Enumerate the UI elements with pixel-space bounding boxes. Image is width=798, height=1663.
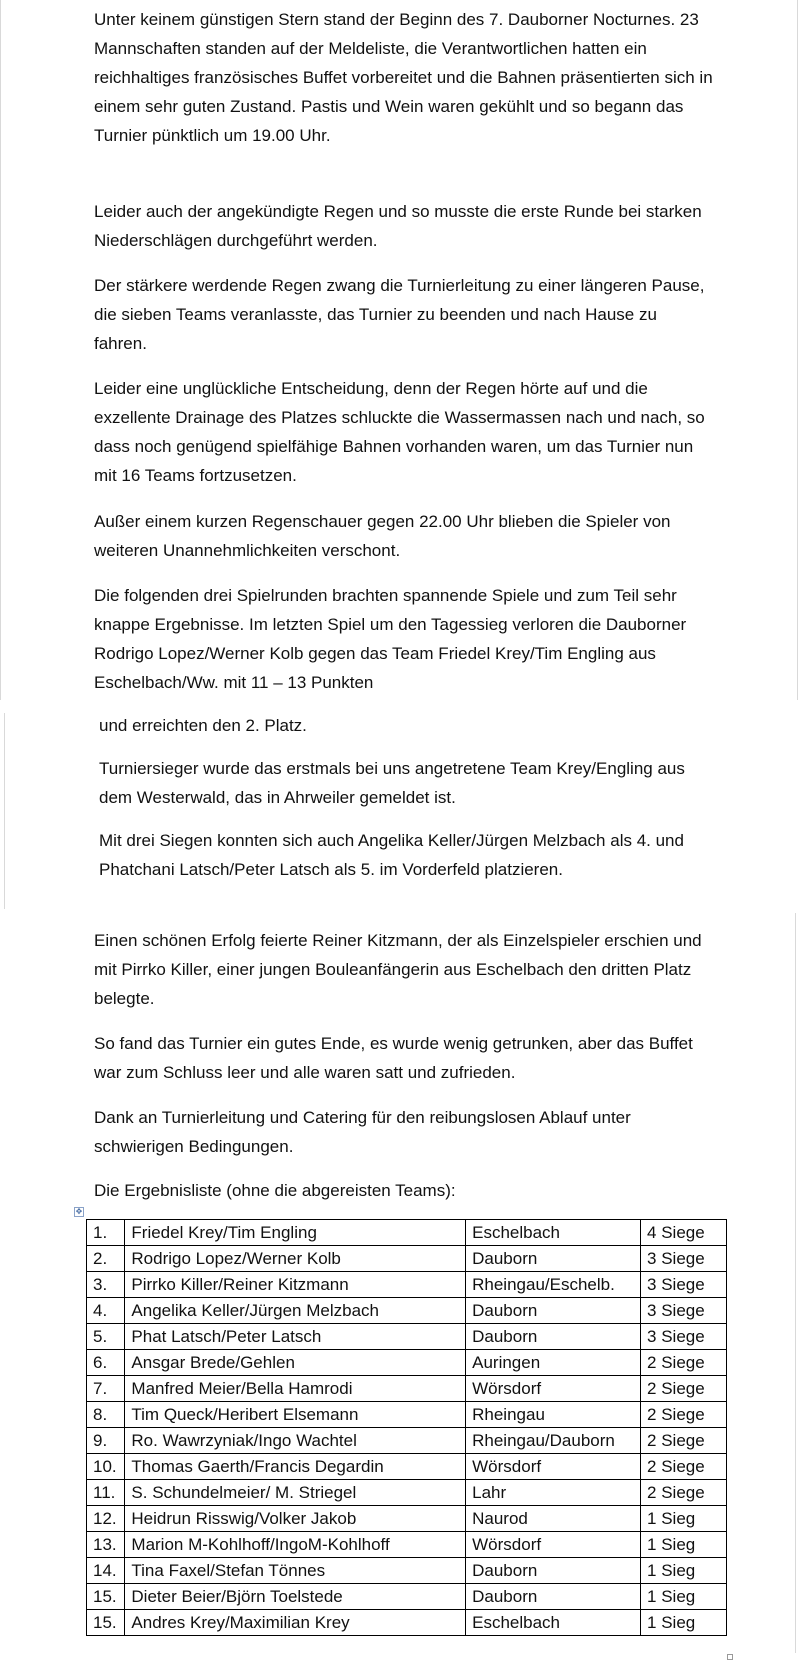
team-cell: Tina Faxel/Stefan Tönnes	[125, 1558, 466, 1584]
team-cell: Angelika Keller/Jürgen Melzbach	[125, 1298, 466, 1324]
paragraph: und erreichten den 2. Platz.	[99, 716, 307, 735]
table-row	[87, 1532, 727, 1558]
paragraph: Dank an Turnierleitung und Catering für den reibungslosen Ablauf unter schwierigen Bedingungen.	[94, 1108, 631, 1156]
team-cell: Andres Krey/Maximilian Krey	[125, 1610, 466, 1636]
team-cell: Tim Queck/Heribert Elsemann	[125, 1402, 466, 1428]
club-cell: Wörsdorf	[466, 1532, 641, 1558]
paragraph: Turniersieger wurde das erstmals bei uns angetretene Team Krey/Engling aus dem Westerwald, das in Ahrweiler gemeldet ist.	[99, 759, 685, 807]
club-cell: Auringen	[466, 1350, 641, 1376]
club-cell: Dauborn	[466, 1246, 641, 1272]
club-cell: Rheingau	[466, 1402, 641, 1428]
team-cell: Pirrko Killer/Reiner Kitzmann	[125, 1272, 466, 1298]
rank-cell: 15.	[87, 1610, 125, 1636]
rank-cell: 1.	[87, 1220, 125, 1246]
table-row	[87, 1376, 727, 1402]
rank-cell: 9.	[87, 1428, 125, 1454]
club-cell: Lahr	[466, 1480, 641, 1506]
team-cell: Marion M-Kohlhoff/IngoM-Kohlhoff	[125, 1532, 466, 1558]
rank-cell: 2.	[87, 1246, 125, 1272]
club-cell: Wörsdorf	[466, 1454, 641, 1480]
table-row	[87, 1480, 727, 1506]
paragraph: Leider eine unglückliche Entscheidung, denn der Regen hörte auf und die exzellente Drainage des Platzes schluckte die Wassermassen nach und nach, so dass noch genügend spielfähige Bahnen vorhanden waren, um das Turnier nun mit 16 Teams fortzusetzen.	[94, 379, 705, 485]
club-cell: Naurod	[466, 1506, 641, 1532]
club-cell: Rheingau/Dauborn	[466, 1428, 641, 1454]
club-cell: Eschelbach	[466, 1220, 641, 1246]
table-row	[87, 1220, 727, 1246]
table-row	[87, 1454, 727, 1480]
team-cell: Ro. Wawrzyniak/Ingo Wachtel	[125, 1428, 466, 1454]
table-row	[87, 1610, 727, 1636]
wins-cell: 1 Sieg	[641, 1558, 727, 1584]
rank-cell: 12.	[87, 1506, 125, 1532]
table-row	[87, 1324, 727, 1350]
team-cell: S. Schundelmeier/ M. Striegel	[125, 1480, 466, 1506]
wins-cell: 1 Sieg	[641, 1610, 727, 1636]
rank-cell: 5.	[87, 1324, 125, 1350]
paragraph: Mit drei Siegen konnten sich auch Angelika Keller/Jürgen Melzbach als 4. und Phatchani Latsch/Peter Latsch als 5. im Vorderfeld platzieren.	[99, 831, 684, 879]
table-move-icon[interactable]: ✥	[75, 1207, 83, 1216]
wins-cell: 2 Siege	[641, 1454, 727, 1480]
wins-cell: 2 Siege	[641, 1350, 727, 1376]
wins-cell: 2 Siege	[641, 1376, 727, 1402]
rank-cell: 3.	[87, 1272, 125, 1298]
paragraph: Außer einem kurzen Regenschauer gegen 22.00 Uhr blieben die Spieler von weiteren Unannehmlichkeiten verschont.	[94, 512, 671, 560]
table-row	[87, 1350, 727, 1376]
wins-cell: 3 Siege	[641, 1272, 727, 1298]
page-edge-line	[795, 913, 796, 1653]
rank-cell: 14.	[87, 1558, 125, 1584]
wins-cell: 4 Siege	[641, 1220, 727, 1246]
rank-cell: 8.	[87, 1402, 125, 1428]
wins-cell: 2 Siege	[641, 1428, 727, 1454]
wins-cell: 1 Sieg	[641, 1584, 727, 1610]
team-cell: Friedel Krey/Tim Engling	[125, 1220, 466, 1246]
paragraph: Unter keinem günstigen Stern stand der Beginn des 7. Dauborner Nocturnes. 23 Mannschaften standen auf der Meldeliste, die Verantwortlichen hatten ein reichhaltiges französisches Buffet vorbereitet und die Bahnen präsentierten sich in einem sehr guten Zustand. Pastis und Wein waren gekühlt und so begann das Turnier pünktlich um 19.00 Uhr.	[94, 10, 713, 145]
rank-cell: 11.	[87, 1480, 125, 1506]
page-edge-line	[0, 0, 1, 700]
team-cell: Ansgar Brede/Gehlen	[125, 1350, 466, 1376]
club-cell: Rheingau/Eschelb.	[466, 1272, 641, 1298]
table-resize-handle-icon[interactable]	[727, 1654, 733, 1660]
wins-cell: 2 Siege	[641, 1480, 727, 1506]
rank-cell: 10.	[87, 1454, 125, 1480]
rank-cell: 7.	[87, 1376, 125, 1402]
club-cell: Dauborn	[466, 1584, 641, 1610]
paragraph: Einen schönen Erfolg feierte Reiner Kitzmann, der als Einzelspieler erschien und mit Pirrko Killer, einer jungen Bouleanfängerin aus Eschelbach den dritten Platz belegte.	[94, 931, 702, 1008]
rank-cell: 6.	[87, 1350, 125, 1376]
paragraph: Der stärkere werdende Regen zwang die Turnierleitung zu einer längeren Pause, die sieben Teams veranlasste, das Turnier zu beenden und nach Hause zu fahren.	[94, 276, 705, 353]
rank-cell: 13.	[87, 1532, 125, 1558]
table-row	[87, 1298, 727, 1324]
team-cell: Heidrun Risswig/Volker Jakob	[125, 1506, 466, 1532]
team-cell: Rodrigo Lopez/Werner Kolb	[125, 1246, 466, 1272]
club-cell: Wörsdorf	[466, 1376, 641, 1402]
table-row	[87, 1402, 727, 1428]
table-row	[87, 1506, 727, 1532]
wins-cell: 3 Siege	[641, 1298, 727, 1324]
team-cell: Manfred Meier/Bella Hamrodi	[125, 1376, 466, 1402]
paragraph: Leider auch der angekündigte Regen und so musste die erste Runde bei starken Niederschlägen durchgeführt werden.	[94, 202, 702, 250]
page-edge-line	[4, 713, 5, 909]
club-cell: Dauborn	[466, 1558, 641, 1584]
wins-cell: 3 Siege	[641, 1246, 727, 1272]
wins-cell: 1 Sieg	[641, 1506, 727, 1532]
paragraph: Die folgenden drei Spielrunden brachten spannende Spiele und zum Teil sehr knappe Ergebnisse. Im letzten Spiel um den Tagessieg verloren die Dauborner Rodrigo Lopez/Werner Kolb gegen das Team Friedel Krey/Tim Engling aus Eschelbach/Ww. mit 11 – 13 Punkten	[94, 586, 687, 692]
team-cell: Dieter Beier/Björn Toelstede	[125, 1584, 466, 1610]
wins-cell: 1 Sieg	[641, 1532, 727, 1558]
club-cell: Dauborn	[466, 1324, 641, 1350]
team-cell: Thomas Gaerth/Francis Degardin	[125, 1454, 466, 1480]
wins-cell: 2 Siege	[641, 1402, 727, 1428]
results-heading: Die Ergebnisliste (ohne die abgereisten Teams):	[94, 1181, 456, 1200]
rank-cell: 4.	[87, 1298, 125, 1324]
wins-cell: 3 Siege	[641, 1324, 727, 1350]
table-row	[87, 1428, 727, 1454]
table-row	[87, 1584, 727, 1610]
club-cell: Eschelbach	[466, 1610, 641, 1636]
club-cell: Dauborn	[466, 1298, 641, 1324]
paragraph: So fand das Turnier ein gutes Ende, es wurde wenig getrunken, aber das Buffet war zum Schluss leer und alle waren satt und zufrieden.	[94, 1034, 693, 1082]
table-row	[87, 1246, 727, 1272]
rank-cell: 15.	[87, 1584, 125, 1610]
table-row	[87, 1558, 727, 1584]
table-row	[87, 1272, 727, 1298]
results-table	[86, 1219, 727, 1636]
team-cell: Phat Latsch/Peter Latsch	[125, 1324, 466, 1350]
